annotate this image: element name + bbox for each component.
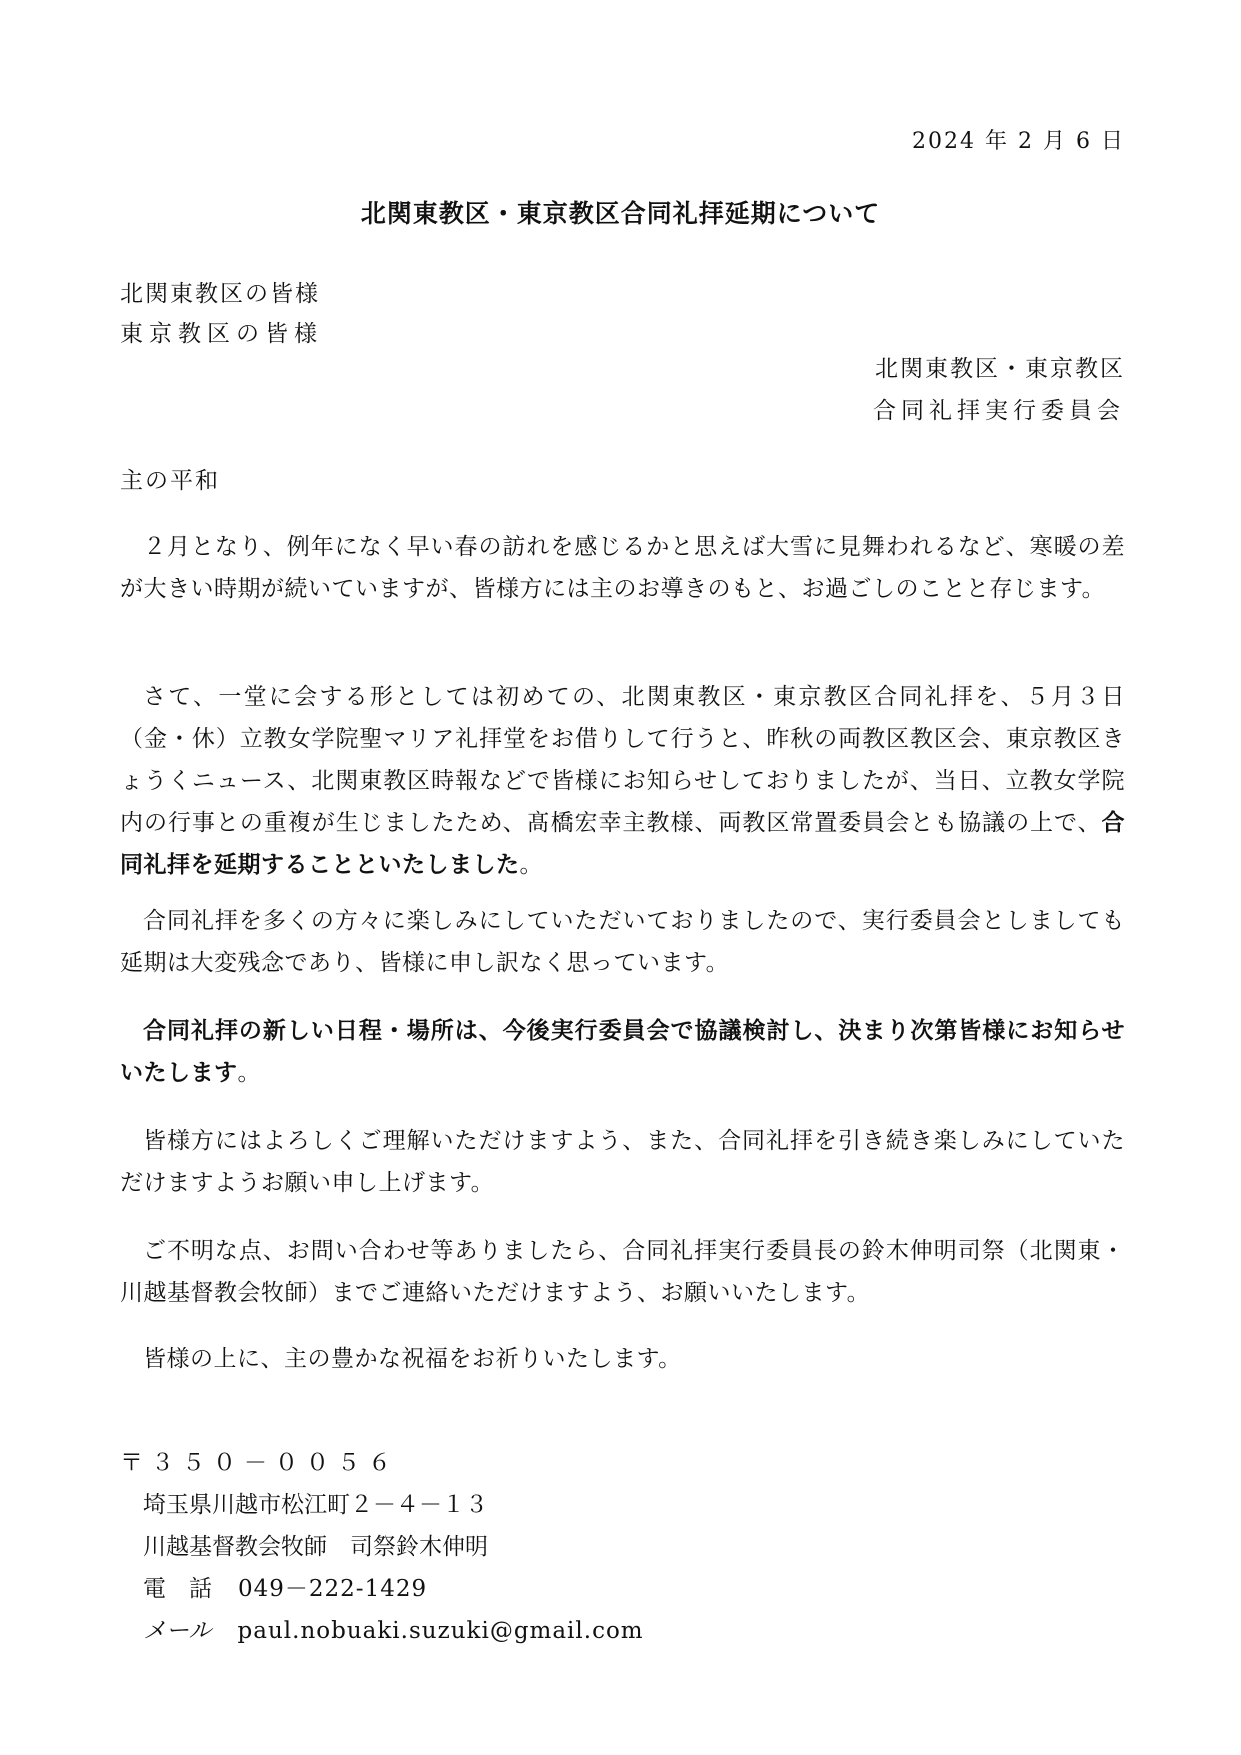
addressee-block	[120, 274, 323, 354]
phone-number: 049－222-1429	[238, 1576, 428, 1602]
sender-line: 合同礼拝実行委員会	[873, 398, 1125, 424]
greeting: 主の平和	[120, 468, 220, 494]
letter-date: 2024 年 2 月 6 日	[912, 129, 1125, 154]
paragraph-2-text: さて、一堂に会する形としては初めての、北関東教区・東京教区合同礼拝を、５月３日（金・休）立教女学院聖マリア礼拝堂をお借りして行うと、昨秋の両教区教区会、東京教区きょうくニュース、北関東教区時報などで皆様にお知らせしておりましたが、当日、立教女学院内の行事との重複が生じましたため、髙橋宏幸主教様、両教区常置委員会とも協議の上で、	[120, 684, 1125, 836]
sender-line: 北関東教区・東京教区	[875, 356, 1125, 382]
postal-code: 〒３５０－００５６	[120, 1450, 399, 1476]
email-label: メール	[143, 1618, 212, 1644]
sender-block	[873, 348, 1125, 432]
paragraph-2	[120, 676, 1125, 886]
letter-title: 北関東教区・東京教区合同礼拝延期について	[360, 199, 881, 228]
paragraph-6: ご不明な点、お問い合わせ等ありましたら、合同礼拝実行委員長の鈴木伸明司祭（北関東・川越基督教会牧師）までご連絡いただけますよう、お願いいたします。	[120, 1238, 1126, 1306]
paragraph-2-end: 。	[519, 852, 543, 878]
phone-label: 電 話	[143, 1576, 212, 1602]
paragraph-5: 皆様方にはよろしくご理解いただけますよう、また、合同礼拝を引き続き楽しみにしていただけますようお願い申し上げます。	[120, 1128, 1126, 1196]
new-schedule-notice: 合同礼拝の新しい日程・場所は、今後実行委員会で協議検討し、決まり次第皆様にお知らせいたします	[120, 1018, 1125, 1086]
phone-row	[120, 1568, 644, 1610]
organization-line: 川越基督教会牧師 司祭鈴木伸明	[143, 1534, 488, 1560]
paragraph-3: 合同礼拝を多くの方々に楽しみにしていただいておりましたので、実行委員会としましても延期は大変残念であり、皆様に申し訳なく思っています。	[120, 908, 1125, 976]
postponement-notice: 合同礼拝を延期することといたしました	[120, 810, 1125, 878]
paragraph-4-end: 。	[237, 1060, 261, 1086]
contact-block	[120, 1442, 644, 1652]
addressee-line: 東京教区の皆様	[120, 321, 323, 347]
email-address: paul.nobuaki.suzuki@gmail.com	[237, 1618, 644, 1644]
address: 埼玉県川越市松江町２－４－１３	[143, 1492, 488, 1518]
paragraph-1: ２月となり、例年になく早い春の訪れを感じるかと思えば大雪に見舞われるなど、寒暖の差が大きい時期が続いていますが、皆様方には主のお導きのもと、お過ごしのことと存じます。	[120, 534, 1125, 602]
paragraph-4	[120, 1010, 1125, 1094]
addressee-line: 北関東教区の皆様	[120, 281, 320, 307]
email-row	[120, 1610, 644, 1652]
paragraph-7: 皆様の上に、主の豊かな祝福をお祈りいたします。	[143, 1346, 682, 1372]
